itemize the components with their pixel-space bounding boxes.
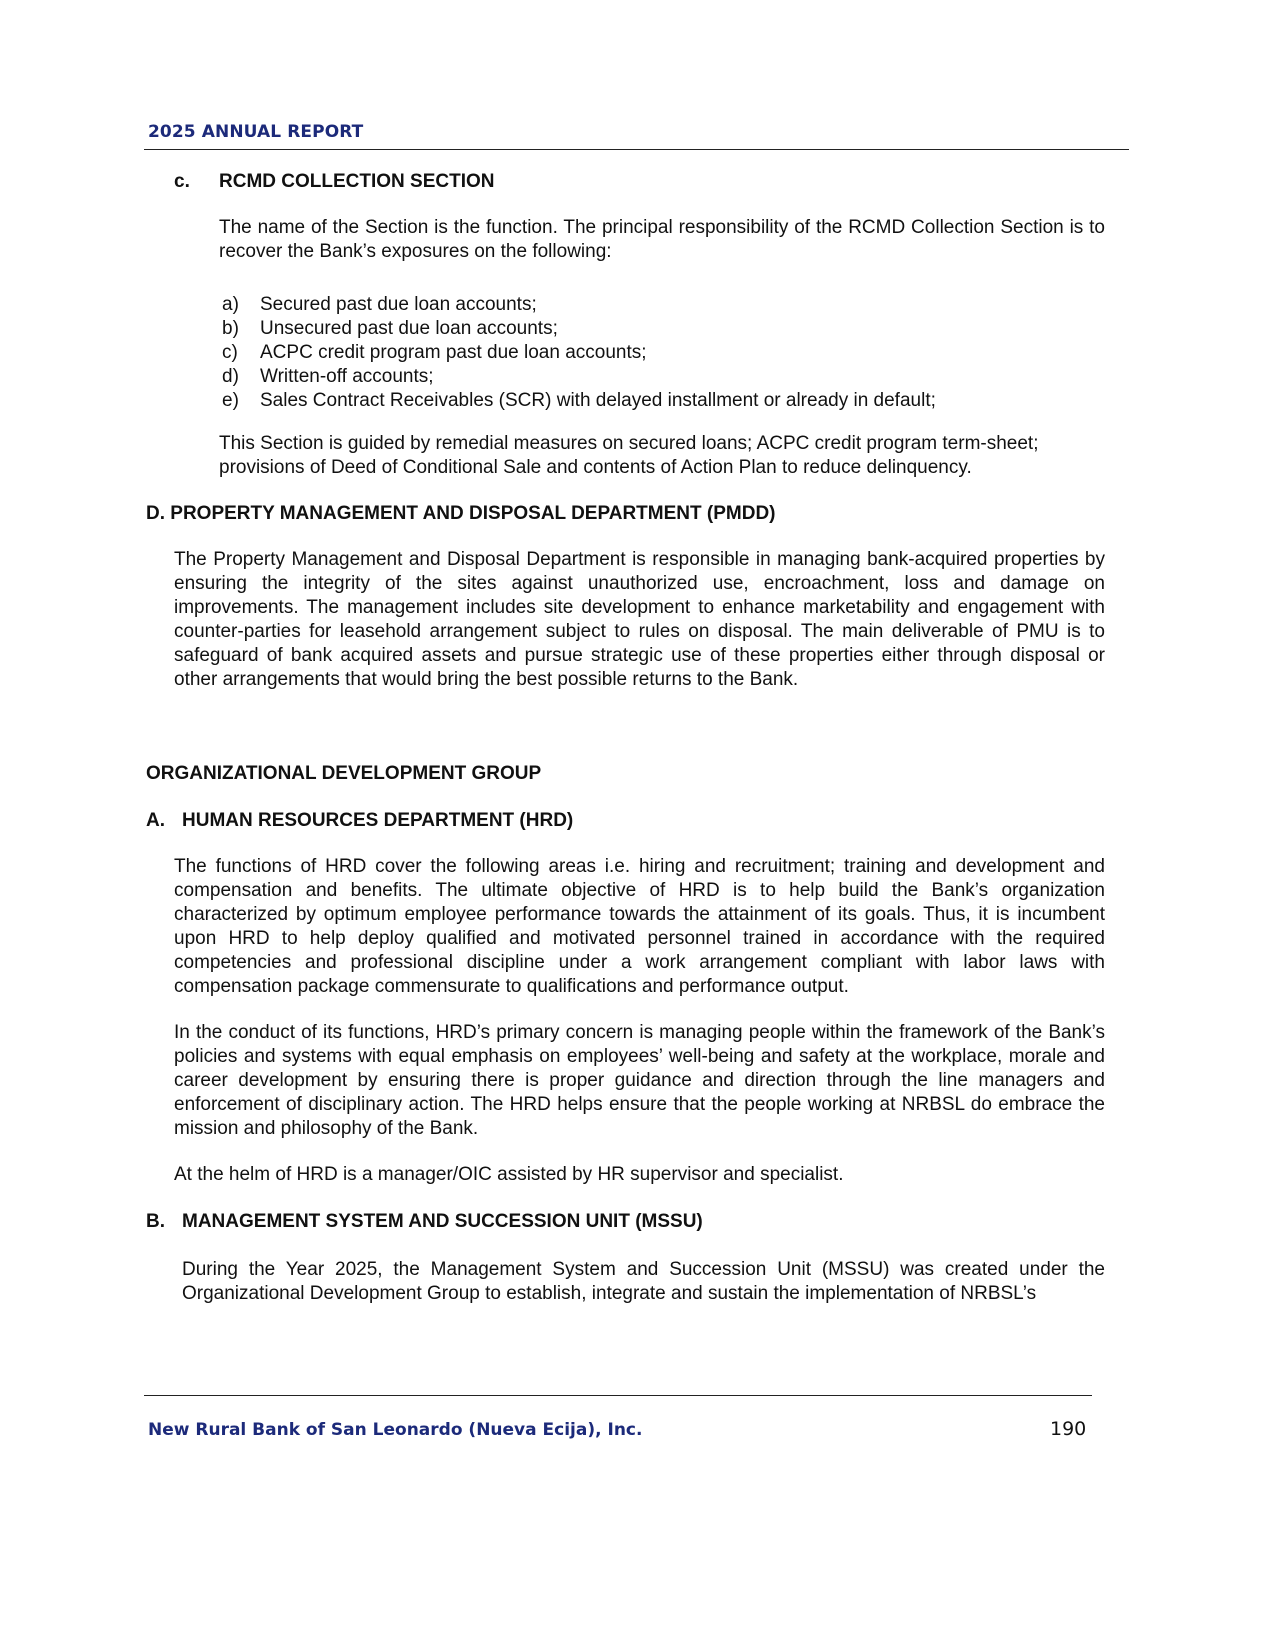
footer-bank-name: New Rural Bank of San Leonardo (Nueva Ecija), Inc. (148, 1420, 643, 1440)
report-title: 2025 ANNUAL REPORT (148, 122, 364, 142)
section-d-heading: D. PROPERTY MANAGEMENT AND DISPOSAL DEPARTMENT (PMDD) (146, 503, 776, 524)
list-marker: c) (222, 342, 238, 363)
list-text: ACPC credit program past due loan accounts; (260, 342, 647, 363)
section-b-marker: B. (146, 1211, 165, 1232)
list-text: Written-off accounts; (260, 366, 434, 387)
page-number: 190 (1050, 1418, 1087, 1440)
section-c-intro: The name of the Section is the function. The principal responsibility of the RCMD Collection Section is to recover the Bank’s exposures on the following: (219, 217, 1105, 262)
list-item (222, 317, 1122, 341)
list-text: Secured past due loan accounts; (260, 294, 537, 315)
list-marker: a) (222, 294, 239, 315)
section-b-title: MANAGEMENT SYSTEM AND SUCCESSION UNIT (MSSU) (182, 1211, 703, 1232)
list-item (222, 389, 1122, 413)
list-item (222, 365, 1122, 389)
exposure-list (222, 293, 1122, 413)
section-c-title: RCMD COLLECTION SECTION (219, 171, 495, 192)
list-text: Sales Contract Receivables (SCR) with delayed installment or already in default; (260, 390, 936, 411)
section-a-paragraph-1: The functions of HRD cover the following areas i.e. hiring and recruitment; training and development and compensation and benefits. The ultimate objective of HRD is to help build the Bank’s organization characterized by optimum employee performance towards the attainment of its goals. Thus, it is incumbent upon HRD to help deploy qualified and motivated personnel trained in accordance with the required competencies and professional discipline under a work arrangement compliant with labor laws with compensation package commensurate to qualifications and performance output. (174, 856, 1105, 997)
list-text: Unsecured past due loan accounts; (260, 318, 558, 339)
group-heading: ORGANIZATIONAL DEVELOPMENT GROUP (146, 763, 542, 784)
section-b-body: During the Year 2025, the Management System and Succession Unit (MSSU) was created under the Organizational Development Group to establish, integrate and sustain the implementation of NRBSL’s (182, 1259, 1105, 1304)
footer-divider (144, 1395, 1092, 1396)
section-d-body: The Property Management and Disposal Department is responsible in managing bank-acquired properties by ensuring the integrity of the sites against unauthorized use, encroachment, loss and damage on improvements. The management includes site development to enhance marketability and engagement with counter-parties for leasehold arrangement subject to rules on disposal. The main deliverable of PMU is to safeguard of bank acquired assets and pursue strategic use of these properties either through disposal or other arrangements that would bring the best possible returns to the Bank. (174, 549, 1105, 690)
list-marker: b) (222, 318, 239, 339)
section-a-paragraph-2: In the conduct of its functions, HRD’s primary concern is managing people within the framework of the Bank’s policies and systems with equal emphasis on employees’ well-being and safety at the workplace, morale and career development by ensuring there is proper guidance and direction through the line managers and enforcement of disciplinary action. The HRD helps ensure that the people working at NRBSL do embrace the mission and philosophy of the Bank. (174, 1022, 1105, 1139)
list-marker: d) (222, 366, 239, 387)
section-c-closing: This Section is guided by remedial measures on secured loans; ACPC credit program term-sheet; provisions of Deed of Conditional Sale and contents of Action Plan to reduce delinquency. (219, 433, 1039, 478)
list-marker: e) (222, 390, 239, 411)
list-item (222, 341, 1122, 365)
list-item (222, 293, 1122, 317)
section-a-marker: A. (146, 810, 165, 831)
section-a-title: HUMAN RESOURCES DEPARTMENT (HRD) (182, 810, 574, 831)
section-c-marker: c. (174, 171, 190, 192)
header-divider (144, 149, 1129, 150)
section-a-paragraph-3: At the helm of HRD is a manager/OIC assisted by HR supervisor and specialist. (174, 1164, 844, 1185)
